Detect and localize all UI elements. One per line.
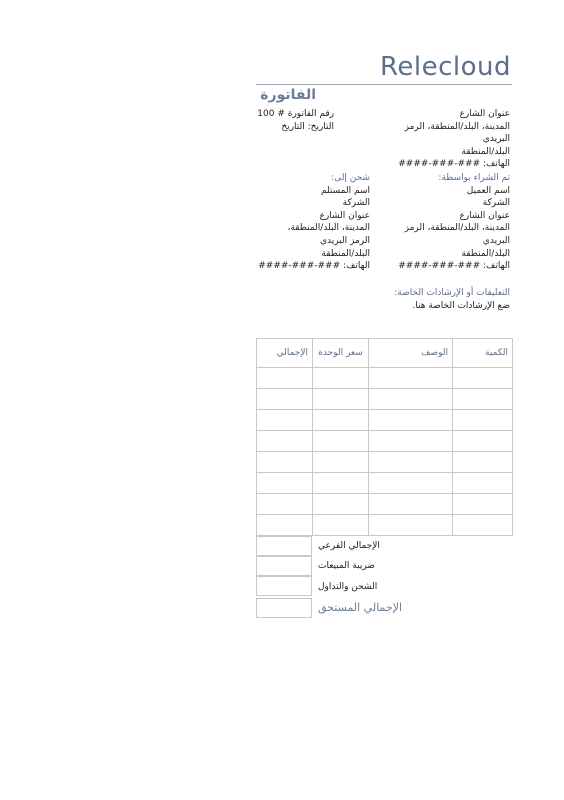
seller-country: البلد/المنطقة [461, 146, 510, 157]
seller-postal: البريدي [482, 134, 510, 145]
ship-to-postal: الرمز البريدي [319, 236, 370, 246]
subtotal-label: الإجمالي الفرعي [318, 541, 380, 551]
bill-to-heading: تم الشراء بواسطة: [438, 173, 510, 183]
table-row [257, 515, 513, 536]
invoice-title: الفاتورة [260, 87, 316, 103]
ship-to-city-line: المدينة، البلد/المنطقة، [287, 223, 370, 234]
bill-to-street: عنوان الشارع [459, 210, 510, 221]
comments-body: ضع الإرشادات الخاصة هنا. [412, 300, 510, 311]
bill-to-phone: الهاتف: ###-###-#### [398, 261, 510, 272]
tax-label: ضريبة المبيعات [318, 561, 375, 571]
ship-to-country: البلد/المنطقة [321, 248, 370, 259]
shipping-value-cell [256, 576, 312, 596]
invoice-date: التاريخ: التاريخ [281, 121, 334, 132]
tax-value-cell [256, 556, 312, 576]
total-due-label: الإجمالي المستحق [318, 601, 403, 614]
ship-to-company: الشركة [342, 198, 370, 209]
bill-to-postal: البريدي [482, 236, 510, 246]
bill-to-name: اسم العميل [466, 185, 510, 196]
seller-street: عنوان الشارع [459, 109, 510, 119]
col-header-quantity: الكمية [453, 339, 513, 368]
table-row [257, 494, 513, 515]
items-table [256, 338, 513, 536]
invoice-number: رقم الفاتورة # 100 [257, 109, 334, 119]
ship-to-heading: شحن إلى: [331, 173, 370, 183]
table-row [257, 431, 513, 452]
bill-to-company: الشركة [482, 198, 510, 209]
bill-to-country: البلد/المنطقة [461, 248, 510, 259]
seller-phone: الهاتف: ###-###-#### [398, 159, 510, 170]
table-row [257, 473, 513, 494]
shipping-label: الشحن والتداول [318, 582, 378, 592]
ship-to-name: اسم المستلم [320, 185, 370, 196]
table-row [257, 389, 513, 410]
total-due-value-cell [256, 598, 312, 618]
brand-name: Relecloud [380, 52, 512, 82]
col-header-total: الإجمالي [257, 339, 313, 368]
comments-heading: التعليقات أو الإرشادات الخاصة: [394, 288, 510, 298]
bill-to-city-line: المدينة، البلد/المنطقة، الرمز [404, 223, 510, 234]
table-row [257, 368, 513, 389]
ship-to-street: عنوان الشارع [319, 210, 370, 221]
items-table-header [257, 339, 513, 368]
header-rule [256, 84, 512, 85]
table-row [257, 452, 513, 473]
col-header-unit-price: سعر الوحدة [313, 339, 369, 368]
table-row [257, 410, 513, 431]
subtotal-value-cell [256, 536, 312, 556]
seller-city-line: المدينة، البلد/المنطقة، الرمز [404, 121, 510, 132]
col-header-description: الوصف [369, 339, 453, 368]
ship-to-phone: الهاتف: ###-###-#### [258, 261, 370, 272]
